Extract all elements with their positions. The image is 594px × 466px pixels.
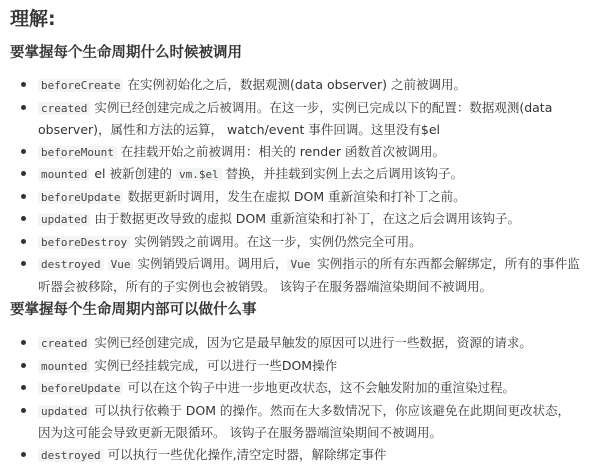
item-text: 可以执行一些优化操作,清空定时器，解除绑定事件 [104, 447, 387, 462]
list-item [10, 444, 580, 466]
inline-code: beforeDestroy [38, 236, 130, 249]
lifecycle-when-list [10, 74, 580, 297]
bullet-icon [21, 239, 26, 244]
list-item [10, 141, 580, 164]
list-item [10, 377, 580, 400]
inline-code: updated [38, 213, 90, 226]
inline-code: mounted [38, 360, 90, 373]
item-text: 实例销毁后调用。调用后， [133, 256, 287, 271]
item-text: 在挂载开始之前被调用：相关的 render 函数首次被调用。 [117, 144, 445, 159]
inline-code: created [38, 337, 90, 350]
page-title: 理解: [10, 0, 584, 34]
list-item [10, 163, 580, 186]
inline-code: destroyed [38, 258, 104, 271]
inline-code: Vue [108, 258, 134, 271]
bullet-icon [21, 340, 26, 345]
bullet-icon [21, 216, 26, 221]
bullet-icon [21, 149, 26, 154]
bullet-icon [21, 261, 26, 266]
bullet-icon [21, 408, 26, 413]
bullet-icon [21, 105, 26, 110]
list-item [10, 400, 580, 444]
inline-code: beforeUpdate [38, 191, 123, 204]
inline-code: destroyed [38, 449, 104, 462]
inline-code: mounted [38, 168, 90, 181]
item-text: 实例已经挂载完成，可以进行一些DOM操作 [90, 358, 337, 373]
lifecycle-what-list [10, 332, 580, 466]
item-text [104, 256, 108, 271]
item-text: el 被新创建的 [90, 166, 176, 181]
list-item [10, 231, 580, 254]
inline-code: beforeMount [38, 146, 117, 159]
inline-code: vm.$el [176, 168, 222, 181]
list-item [10, 97, 580, 141]
item-text: 实例已经创建完成之后被调用。在这一步，实例已完成以下的配置：数据观测(data observer)，属性和方法的运算， watch/event 事件回调。这里没有$el [38, 100, 552, 138]
inline-code: created [38, 102, 90, 115]
inline-code: updated [38, 405, 90, 418]
item-text: 实例销毁之前调用。在这一步，实例仍然完全可用。 [130, 234, 421, 249]
item-text: 由于数据更改导致的虚拟 DOM 重新渲染和打补丁，在这之后会调用该钩子。 [90, 211, 520, 226]
bullet-icon [21, 82, 26, 87]
item-text: 实例指示的所有东西都会解绑定，所有的事件监听器会被移除，所有的子实例也会被销毁。 该钩子在服务器端渲染期间不被调用。 [38, 256, 580, 294]
list-item [10, 186, 580, 209]
inline-code: Vue [287, 258, 313, 271]
item-text: 数据更新时调用，发生在虚拟 DOM 重新渲染和打补丁之前。 [123, 189, 465, 204]
section-heading-what-to-do: 要掌握每个生命周期内部可以做什么事 [10, 298, 257, 319]
item-text: 在实例初始化之后，数据观测(data observer) 之前被调用。 [123, 77, 465, 92]
item-text: 实例已经创建完成，因为它是最早触发的原因可以进行一些数据，资源的请求。 [90, 335, 531, 350]
item-text: 替换，并挂载到实例上去之后调用该钩子。 [222, 166, 463, 181]
item-text: 可以执行依赖于 DOM 的操作。然而在大多数情况下，你应该避免在此期间更改状态，因为这可能会导致更新无限循环。 该钩子在服务器端渲染期间不被调用。 [38, 403, 570, 441]
inline-code: beforeCreate [38, 79, 123, 92]
list-item [10, 355, 580, 378]
inline-code: beforeUpdate [38, 382, 123, 395]
list-item [10, 253, 580, 297]
bullet-icon [21, 171, 26, 176]
list-item [10, 332, 580, 355]
list-item [10, 208, 580, 231]
bullet-icon [21, 452, 26, 457]
bullet-icon [21, 194, 26, 199]
bullet-icon [21, 385, 26, 390]
section-heading-when-called: 要掌握每个生命周期什么时候被调用 [10, 41, 242, 62]
bullet-icon [21, 363, 26, 368]
list-item [10, 74, 580, 97]
item-text: 可以在这个钩子中进一步地更改状态，这不会触发附加的重渲染过程。 [123, 380, 514, 395]
